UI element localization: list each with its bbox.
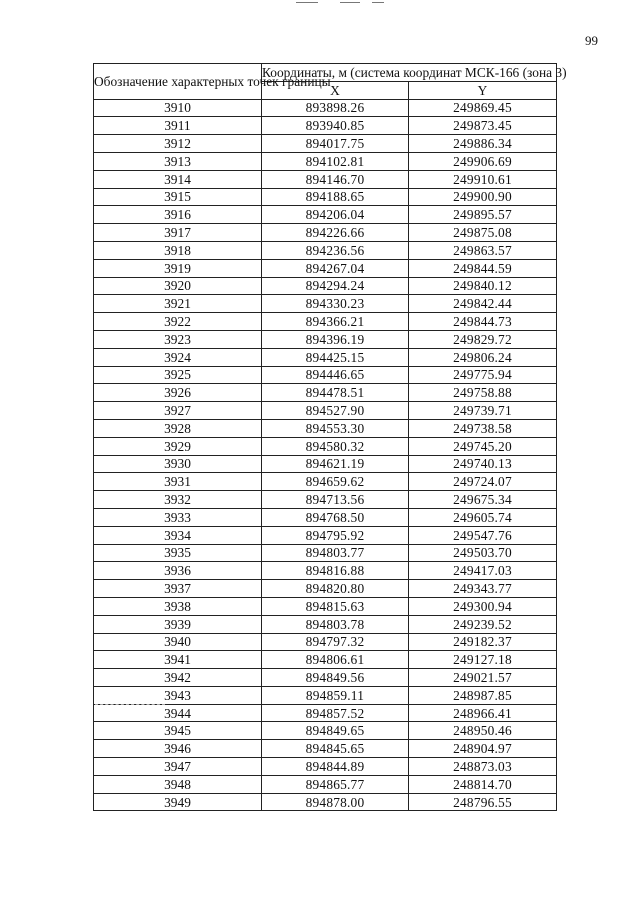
y-coordinate-cell: 249724.07 <box>409 473 557 491</box>
point-id-cell: 3912 <box>94 135 262 153</box>
x-coordinate-cell: 894806.61 <box>262 651 409 669</box>
table-row <box>94 384 557 402</box>
point-id-cell: 3940 <box>94 633 262 651</box>
table-row <box>94 277 557 295</box>
y-coordinate-cell: 249873.45 <box>409 117 557 135</box>
x-coordinate-cell: 894446.65 <box>262 366 409 384</box>
table-row <box>94 491 557 509</box>
point-id-cell: 3949 <box>94 793 262 811</box>
y-coordinate-cell: 249844.73 <box>409 313 557 331</box>
x-coordinate-cell: 894188.65 <box>262 188 409 206</box>
y-coordinate-cell: 249842.44 <box>409 295 557 313</box>
x-coordinate-cell: 894815.63 <box>262 597 409 615</box>
point-id-cell: 3942 <box>94 669 262 687</box>
scan-artifact-marks <box>296 2 386 4</box>
x-coordinate-cell: 894803.78 <box>262 615 409 633</box>
point-id-cell: 3936 <box>94 562 262 580</box>
y-coordinate-cell: 249417.03 <box>409 562 557 580</box>
point-id-cell: 3939 <box>94 615 262 633</box>
point-id-cell: 3934 <box>94 526 262 544</box>
header-point-designation: Обозначение характерных точек границы <box>94 64 262 100</box>
point-id-cell: 3923 <box>94 330 262 348</box>
y-coordinate-cell: 249875.08 <box>409 224 557 242</box>
x-coordinate-cell: 894713.56 <box>262 491 409 509</box>
y-coordinate-cell: 249806.24 <box>409 348 557 366</box>
x-coordinate-cell: 894795.92 <box>262 526 409 544</box>
point-id-cell: 3931 <box>94 473 262 491</box>
x-coordinate-cell: 894102.81 <box>262 152 409 170</box>
y-coordinate-cell: 249863.57 <box>409 241 557 259</box>
y-coordinate-cell: 248966.41 <box>409 704 557 722</box>
point-id-cell: 3945 <box>94 722 262 740</box>
y-coordinate-cell: 249910.61 <box>409 170 557 188</box>
x-coordinate-cell: 894803.77 <box>262 544 409 562</box>
x-coordinate-cell: 893898.26 <box>262 99 409 117</box>
x-coordinate-cell: 894857.52 <box>262 704 409 722</box>
y-coordinate-cell: 248873.03 <box>409 758 557 776</box>
y-coordinate-cell: 249775.94 <box>409 366 557 384</box>
x-coordinate-cell: 894865.77 <box>262 775 409 793</box>
table-row <box>94 740 557 758</box>
table-row <box>94 669 557 687</box>
y-coordinate-cell: 249745.20 <box>409 437 557 455</box>
table-row <box>94 295 557 313</box>
table-row <box>94 152 557 170</box>
y-coordinate-cell: 249886.34 <box>409 135 557 153</box>
y-coordinate-cell: 249900.90 <box>409 188 557 206</box>
point-id-cell: 3913 <box>94 152 262 170</box>
table-row <box>94 580 557 598</box>
y-coordinate-cell: 249503.70 <box>409 544 557 562</box>
x-coordinate-cell: 894580.32 <box>262 437 409 455</box>
table-row <box>94 99 557 117</box>
point-id-cell: 3924 <box>94 348 262 366</box>
y-coordinate-cell: 248987.85 <box>409 686 557 704</box>
x-coordinate-cell: 894849.56 <box>262 669 409 687</box>
y-coordinate-cell: 249738.58 <box>409 419 557 437</box>
point-id-cell: 3928 <box>94 419 262 437</box>
table-row <box>94 473 557 491</box>
y-coordinate-cell: 248814.70 <box>409 775 557 793</box>
table-row <box>94 330 557 348</box>
point-id-cell: 3922 <box>94 313 262 331</box>
y-coordinate-cell: 249758.88 <box>409 384 557 402</box>
point-id-cell: 3935 <box>94 544 262 562</box>
x-coordinate-cell: 894878.00 <box>262 793 409 811</box>
coordinates-table-header <box>94 64 567 100</box>
table-row <box>94 455 557 473</box>
point-id-cell: 3938 <box>94 597 262 615</box>
x-coordinate-cell: 894366.21 <box>262 313 409 331</box>
point-id-cell: 3915 <box>94 188 262 206</box>
point-id-cell: 3911 <box>94 117 262 135</box>
table-row <box>94 597 557 615</box>
x-coordinate-cell: 893940.85 <box>262 117 409 135</box>
point-id-cell: 3943 <box>94 686 262 704</box>
x-coordinate-cell: 894621.19 <box>262 455 409 473</box>
x-coordinate-cell: 894146.70 <box>262 170 409 188</box>
table-row <box>94 526 557 544</box>
y-coordinate-cell: 248796.55 <box>409 793 557 811</box>
y-coordinate-cell: 249739.71 <box>409 402 557 420</box>
table-row <box>94 170 557 188</box>
y-coordinate-cell: 248904.97 <box>409 740 557 758</box>
x-coordinate-cell: 894845.65 <box>262 740 409 758</box>
y-coordinate-cell: 249675.34 <box>409 491 557 509</box>
page-number: 99 <box>585 33 598 48</box>
y-coordinate-cell: 249829.72 <box>409 330 557 348</box>
x-coordinate-cell: 894844.89 <box>262 758 409 776</box>
point-id-cell: 3932 <box>94 491 262 509</box>
table-row <box>94 402 557 420</box>
x-coordinate-cell: 894527.90 <box>262 402 409 420</box>
x-coordinate-cell: 894659.62 <box>262 473 409 491</box>
table-row <box>94 348 557 366</box>
table-row <box>94 633 557 651</box>
table-row <box>94 615 557 633</box>
x-coordinate-cell: 894330.23 <box>262 295 409 313</box>
table-row <box>94 758 557 776</box>
table-row <box>94 117 557 135</box>
point-id-cell: 3941 <box>94 651 262 669</box>
y-coordinate-cell: 249021.57 <box>409 669 557 687</box>
point-id-cell: 3947 <box>94 758 262 776</box>
x-coordinate-cell: 894820.80 <box>262 580 409 598</box>
table-row <box>94 686 557 704</box>
point-id-cell: 3929 <box>94 437 262 455</box>
point-id-cell: 3948 <box>94 775 262 793</box>
table-row <box>94 135 557 153</box>
x-coordinate-cell: 894267.04 <box>262 259 409 277</box>
point-id-cell: 3917 <box>94 224 262 242</box>
table-row <box>94 651 557 669</box>
point-id-cell: 3944 <box>94 704 262 722</box>
x-coordinate-cell: 894236.56 <box>262 241 409 259</box>
point-id-cell: 3910 <box>94 99 262 117</box>
table-row <box>94 206 557 224</box>
table-row <box>94 722 557 740</box>
y-coordinate-cell: 249182.37 <box>409 633 557 651</box>
x-coordinate-cell: 894017.75 <box>262 135 409 153</box>
x-coordinate-cell: 894396.19 <box>262 330 409 348</box>
table-row <box>94 241 557 259</box>
x-coordinate-cell: 894206.04 <box>262 206 409 224</box>
x-coordinate-cell: 894859.11 <box>262 686 409 704</box>
table-row <box>94 508 557 526</box>
header-row-top <box>94 64 557 82</box>
point-id-cell: 3946 <box>94 740 262 758</box>
y-coordinate-cell: 249906.69 <box>409 152 557 170</box>
point-id-cell: 3916 <box>94 206 262 224</box>
table-row <box>94 188 557 206</box>
point-id-cell: 3933 <box>94 508 262 526</box>
point-id-cell: 3930 <box>94 455 262 473</box>
table-row <box>94 259 557 277</box>
x-coordinate-cell: 894849.65 <box>262 722 409 740</box>
x-coordinate-cell: 894768.50 <box>262 508 409 526</box>
header-y: Y <box>409 81 557 99</box>
y-coordinate-cell: 249740.13 <box>409 455 557 473</box>
y-coordinate-cell: 249840.12 <box>409 277 557 295</box>
point-id-cell: 3919 <box>94 259 262 277</box>
x-coordinate-cell: 894797.32 <box>262 633 409 651</box>
y-coordinate-cell: 249127.18 <box>409 651 557 669</box>
header-coordinate-system: Координаты, м (система координат МСК-166 (зона 3) <box>262 64 567 80</box>
table-row <box>94 366 557 384</box>
table-row <box>94 793 557 811</box>
point-id-cell: 3920 <box>94 277 262 295</box>
coordinates-table <box>93 63 567 811</box>
table-row <box>94 562 557 580</box>
table-row <box>94 419 557 437</box>
y-coordinate-cell: 249605.74 <box>409 508 557 526</box>
y-coordinate-cell: 249239.52 <box>409 615 557 633</box>
table-row <box>94 437 557 455</box>
point-id-cell: 3926 <box>94 384 262 402</box>
y-coordinate-cell: 248950.46 <box>409 722 557 740</box>
y-coordinate-cell: 249869.45 <box>409 99 557 117</box>
table-row <box>94 313 557 331</box>
point-id-cell: 3937 <box>94 580 262 598</box>
x-coordinate-cell: 894553.30 <box>262 419 409 437</box>
x-coordinate-cell: 894816.88 <box>262 562 409 580</box>
y-coordinate-cell: 249300.94 <box>409 597 557 615</box>
header-x: X <box>262 81 409 99</box>
point-id-cell: 3925 <box>94 366 262 384</box>
x-coordinate-cell: 894425.15 <box>262 348 409 366</box>
table-row <box>94 775 557 793</box>
x-coordinate-cell: 894478.51 <box>262 384 409 402</box>
table-row <box>94 224 557 242</box>
point-id-cell: 3918 <box>94 241 262 259</box>
point-id-cell: 3914 <box>94 170 262 188</box>
point-id-cell: 3921 <box>94 295 262 313</box>
scan-artifact-line <box>95 704 165 706</box>
x-coordinate-cell: 894226.66 <box>262 224 409 242</box>
y-coordinate-cell: 249547.76 <box>409 526 557 544</box>
y-coordinate-cell: 249895.57 <box>409 206 557 224</box>
y-coordinate-cell: 249844.59 <box>409 259 557 277</box>
table-row <box>94 544 557 562</box>
point-id-cell: 3927 <box>94 402 262 420</box>
y-coordinate-cell: 249343.77 <box>409 580 557 598</box>
table-row <box>94 704 557 722</box>
x-coordinate-cell: 894294.24 <box>262 277 409 295</box>
